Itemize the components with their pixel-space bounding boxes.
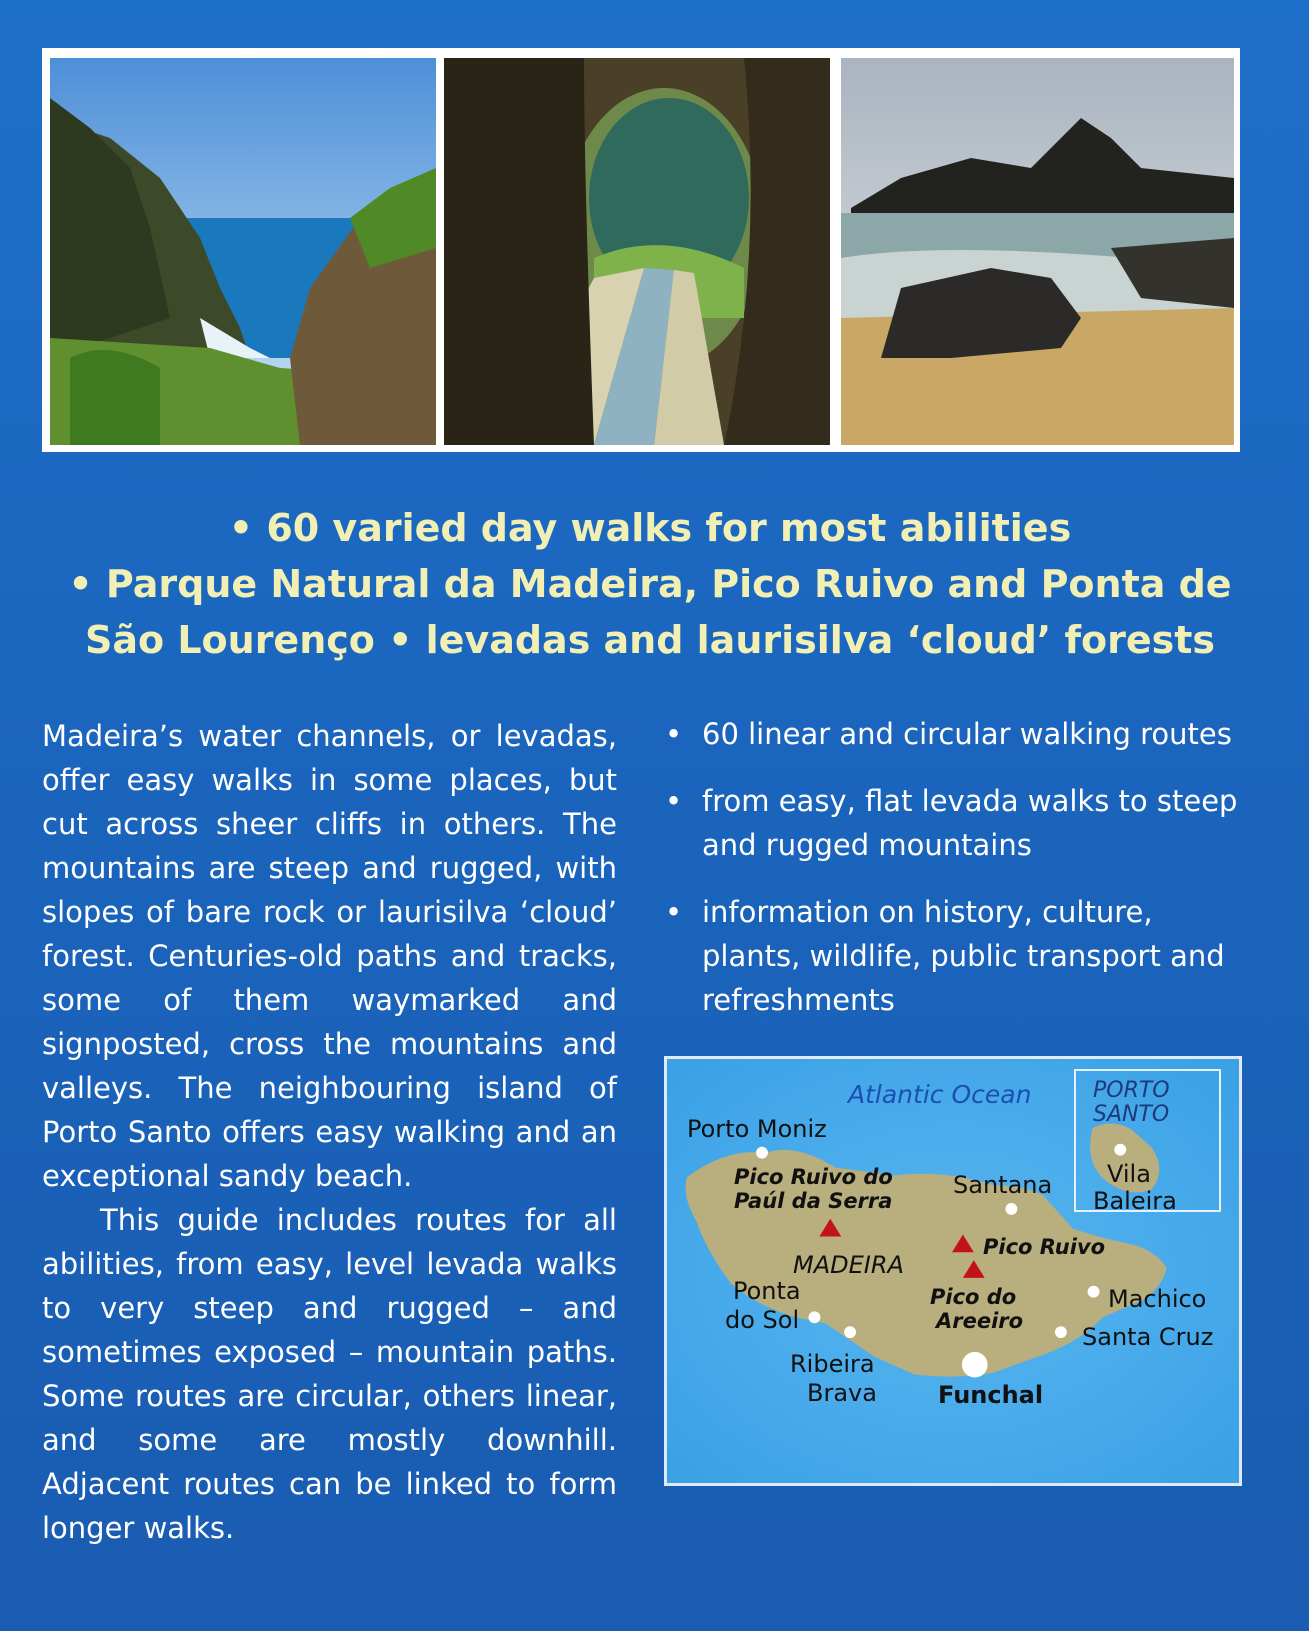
feature-text: 60 linear and circular walking routes xyxy=(702,717,1232,751)
feature-text: information on history, culture, plants, wildlife, public transport and refreshments xyxy=(702,895,1225,1017)
headline-line-1: • 60 varied day walks for most abilities xyxy=(228,506,1072,550)
town-icon xyxy=(756,1147,768,1159)
description-paragraph-1: Madeira’s water channels, or levadas, offer easy walks in some places, but cut across sheer cliffs in others. The mountains are steep and rugged, with slopes of bare rock or laurisilva ‘cloud’ forest. Centuries-old paths and tracks, some of them waymarked and signposted, cross the mountains and valleys. The neighbouring island of Porto Santo offers easy walking and an exceptional sandy beach. xyxy=(42,719,617,1193)
town-icon xyxy=(1055,1326,1067,1338)
label-porto-moniz: Porto Moniz xyxy=(687,1115,827,1143)
town-icon xyxy=(1005,1203,1017,1215)
town-icon xyxy=(844,1326,856,1338)
label-porto: PORTO xyxy=(1093,1078,1170,1103)
bullet-icon: • xyxy=(665,717,683,751)
label-machico: Machico xyxy=(1108,1285,1207,1313)
madeira-map xyxy=(664,1056,1242,1486)
feature-text: from easy, flat levada walks to steep and rugged mountains xyxy=(702,784,1238,862)
label-santo: SANTO xyxy=(1093,1102,1170,1127)
feature-item xyxy=(665,712,1255,756)
label-paul-da-serra: Paúl da Serra xyxy=(734,1189,893,1213)
headline-line-3: São Lourenço • levadas and laurisilva ‘cloud’ forests xyxy=(84,618,1216,662)
label-baleira: Baleira xyxy=(1093,1187,1177,1215)
feature-item xyxy=(665,890,1255,1022)
label-vila: Vila xyxy=(1107,1160,1151,1188)
description-paragraph-2: This guide includes routes for all abilities, from easy, level levada walks to very steep and rugged – and sometimes exposed – mountain paths. Some routes are circular, others linear, and some are mostly downhill. Adjacent routes can be linked to form longer walks. xyxy=(42,1203,617,1545)
description xyxy=(42,714,617,1550)
photo-porto-santo-beach xyxy=(841,58,1234,445)
feature-item xyxy=(665,779,1255,867)
town-icon xyxy=(809,1311,821,1323)
label-funchal: Funchal xyxy=(938,1381,1044,1409)
headline xyxy=(60,500,1240,668)
label-santana: Santana xyxy=(953,1171,1053,1199)
label-pico-ruivo: Pico Ruivo xyxy=(983,1235,1106,1259)
label-pico-ruivo-do: Pico Ruivo do xyxy=(734,1165,893,1189)
photo-coastal-cliff xyxy=(50,58,436,445)
feature-list xyxy=(665,712,1255,1045)
photo-levada-tunnel xyxy=(444,58,830,445)
label-ribeira: Ribeira xyxy=(790,1350,875,1378)
headline-line-2: • Parque Natural da Madeira, Pico Ruivo and Ponta de xyxy=(68,562,1232,606)
label-brava: Brava xyxy=(807,1379,877,1407)
label-madeira: MADEIRA xyxy=(793,1251,904,1279)
label-do-sol: do Sol xyxy=(725,1306,800,1334)
photo-strip xyxy=(42,48,1240,452)
label-atlantic-ocean: Atlantic Ocean xyxy=(848,1080,1032,1109)
label-pico-do: Pico do xyxy=(930,1285,1017,1309)
funchal-town-icon xyxy=(962,1352,988,1378)
bullet-icon: • xyxy=(665,784,683,818)
label-areeiro: Areeiro xyxy=(936,1309,1024,1333)
label-santa-cruz: Santa Cruz xyxy=(1082,1323,1214,1351)
bullet-icon: • xyxy=(665,895,683,929)
town-icon xyxy=(1088,1286,1100,1298)
label-ponta: Ponta xyxy=(733,1277,801,1305)
